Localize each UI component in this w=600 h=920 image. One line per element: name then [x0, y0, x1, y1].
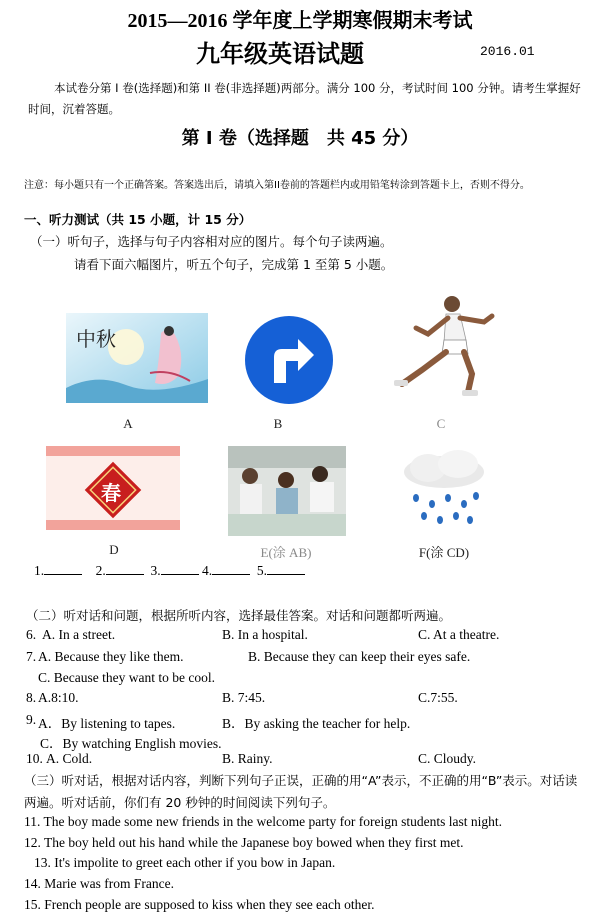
q6-option-b: B. In a hospital. — [222, 627, 308, 642]
picture-d-character: 春 — [101, 481, 121, 505]
q7-option-a: A. Because they like them. — [38, 649, 184, 664]
q7-option-b: B. Because they can keep their eyes safe. — [248, 649, 471, 664]
blank-number-4: 4. — [202, 563, 213, 578]
q8-option-a: A.8:10. — [38, 690, 79, 705]
tf-item-11: 11. The boy made some new friends in the welcome party for foreign students last night. — [24, 814, 503, 829]
blank-number-1: 1. — [34, 563, 45, 578]
picture-e-hospital-scene — [228, 446, 346, 536]
answer-blank-3[interactable] — [161, 562, 199, 575]
q10-option-b: B. Rainy. — [222, 751, 273, 766]
answer-blank-1[interactable] — [44, 562, 82, 575]
q7-option-c: C. Because they want to be cool. — [38, 670, 215, 685]
picture-e-label: E(涂 AB) — [260, 545, 312, 560]
answer-blank-4[interactable] — [212, 562, 250, 575]
exam-date: 2016.01 — [480, 44, 535, 59]
turn-right-sign-icon — [244, 315, 334, 405]
picture-a-label: A — [123, 416, 133, 431]
q8-option-b: B. 7:45. — [222, 690, 266, 705]
q6-number: 6. — [26, 627, 37, 642]
q8-option-c: C.7:55. — [418, 690, 458, 705]
exam-title: 2015—2016 学年度上学期寒假期末考试 — [127, 10, 473, 32]
sub1-title: （一）听句子，选择与句子内容相对应的图片。每个句子读两遍。 — [30, 234, 393, 249]
answer-blanks — [34, 562, 305, 579]
q7-number: 7. — [26, 649, 37, 664]
tf-item-15: 15. French people are supposed to kiss when they see each other. — [24, 897, 375, 912]
q10-option-c: C. Cloudy. — [418, 751, 477, 766]
runner-icon — [388, 292, 496, 398]
blank-number-5: 5. — [256, 563, 267, 578]
picture-f-label: F(涂 CD) — [418, 545, 470, 560]
picture-c-runner — [388, 292, 496, 398]
q10-number: 10. — [26, 751, 43, 766]
tf-item-12: 12. The boy held out his hand while the Japanese boy bowed when they first met. — [24, 835, 464, 850]
q9-option-b: B．By asking the teacher for help. — [222, 716, 411, 731]
tf-item-14: 14. Marie was from France. — [24, 876, 174, 891]
q9-option-c: C．By watching English movies. — [40, 736, 222, 751]
q9-number: 9. — [26, 712, 37, 727]
q6-option-c: C. At a theatre. — [418, 627, 500, 642]
picture-b-label: B — [273, 416, 283, 431]
sub2-title: （二）听对话和问题，根据所听内容，选择最佳答案。对话和问题都听两遍。 — [26, 608, 452, 623]
sub3-title: （三）听对话，根据对话内容，判断下列句子正误，正确的用“A”表示，不正确的用“B”表示。对话读两遍。听对话前，你们有 20 秒钟的时间阅读下列句子。 — [24, 773, 578, 810]
q8-number: 8. — [26, 690, 37, 705]
picture-f-rain-icon — [392, 446, 496, 530]
blank-number-2: 2. — [95, 563, 106, 578]
q10-option-a: A. Cold. — [46, 751, 93, 766]
exam-subtitle: 九年级英语试题 — [196, 40, 364, 68]
picture-d-label: D — [109, 542, 119, 557]
q6-option-a: A. In a street. — [42, 627, 116, 642]
blank-number-3: 3. — [150, 563, 161, 578]
section1-title: 一、听力测试（共 15 小题，计 15 分） — [24, 212, 252, 227]
picture-b-turn-right-sign — [244, 315, 334, 405]
sub1-instructions: 请看下面六幅图片，听五个句子，完成第 1 至第 5 小题。 — [74, 257, 394, 272]
instructions-note: 注意：每小题只有一个正确答案。答案选出后，请填入第II卷前的答题栏内或用铅笔转涂到答题卡上，否则不得分。 — [24, 180, 530, 191]
picture-a-calligraphy: 中秋 — [76, 327, 116, 351]
answer-blank-2[interactable] — [106, 562, 144, 575]
q9-option-a: A．By listening to tapes. — [38, 716, 176, 731]
tf-item-13: 13. It's impolite to greet each other if you bow in Japan. — [34, 855, 336, 870]
picture-c-label: C — [436, 416, 446, 431]
part1-title: 第 I 卷（选择题 共 45 分） — [181, 128, 419, 149]
intro-paragraph: 本试卷分第 I 卷(选择题)和第 II 卷(非选择题)两部分。满分 100 分，考试时间 100 分钟。请考生掌握好时间，沉着答题。 — [28, 81, 581, 116]
answer-blank-5[interactable] — [267, 562, 305, 575]
picture-d-spring-festival — [46, 446, 180, 530]
picture-a-mid-autumn — [66, 313, 208, 403]
